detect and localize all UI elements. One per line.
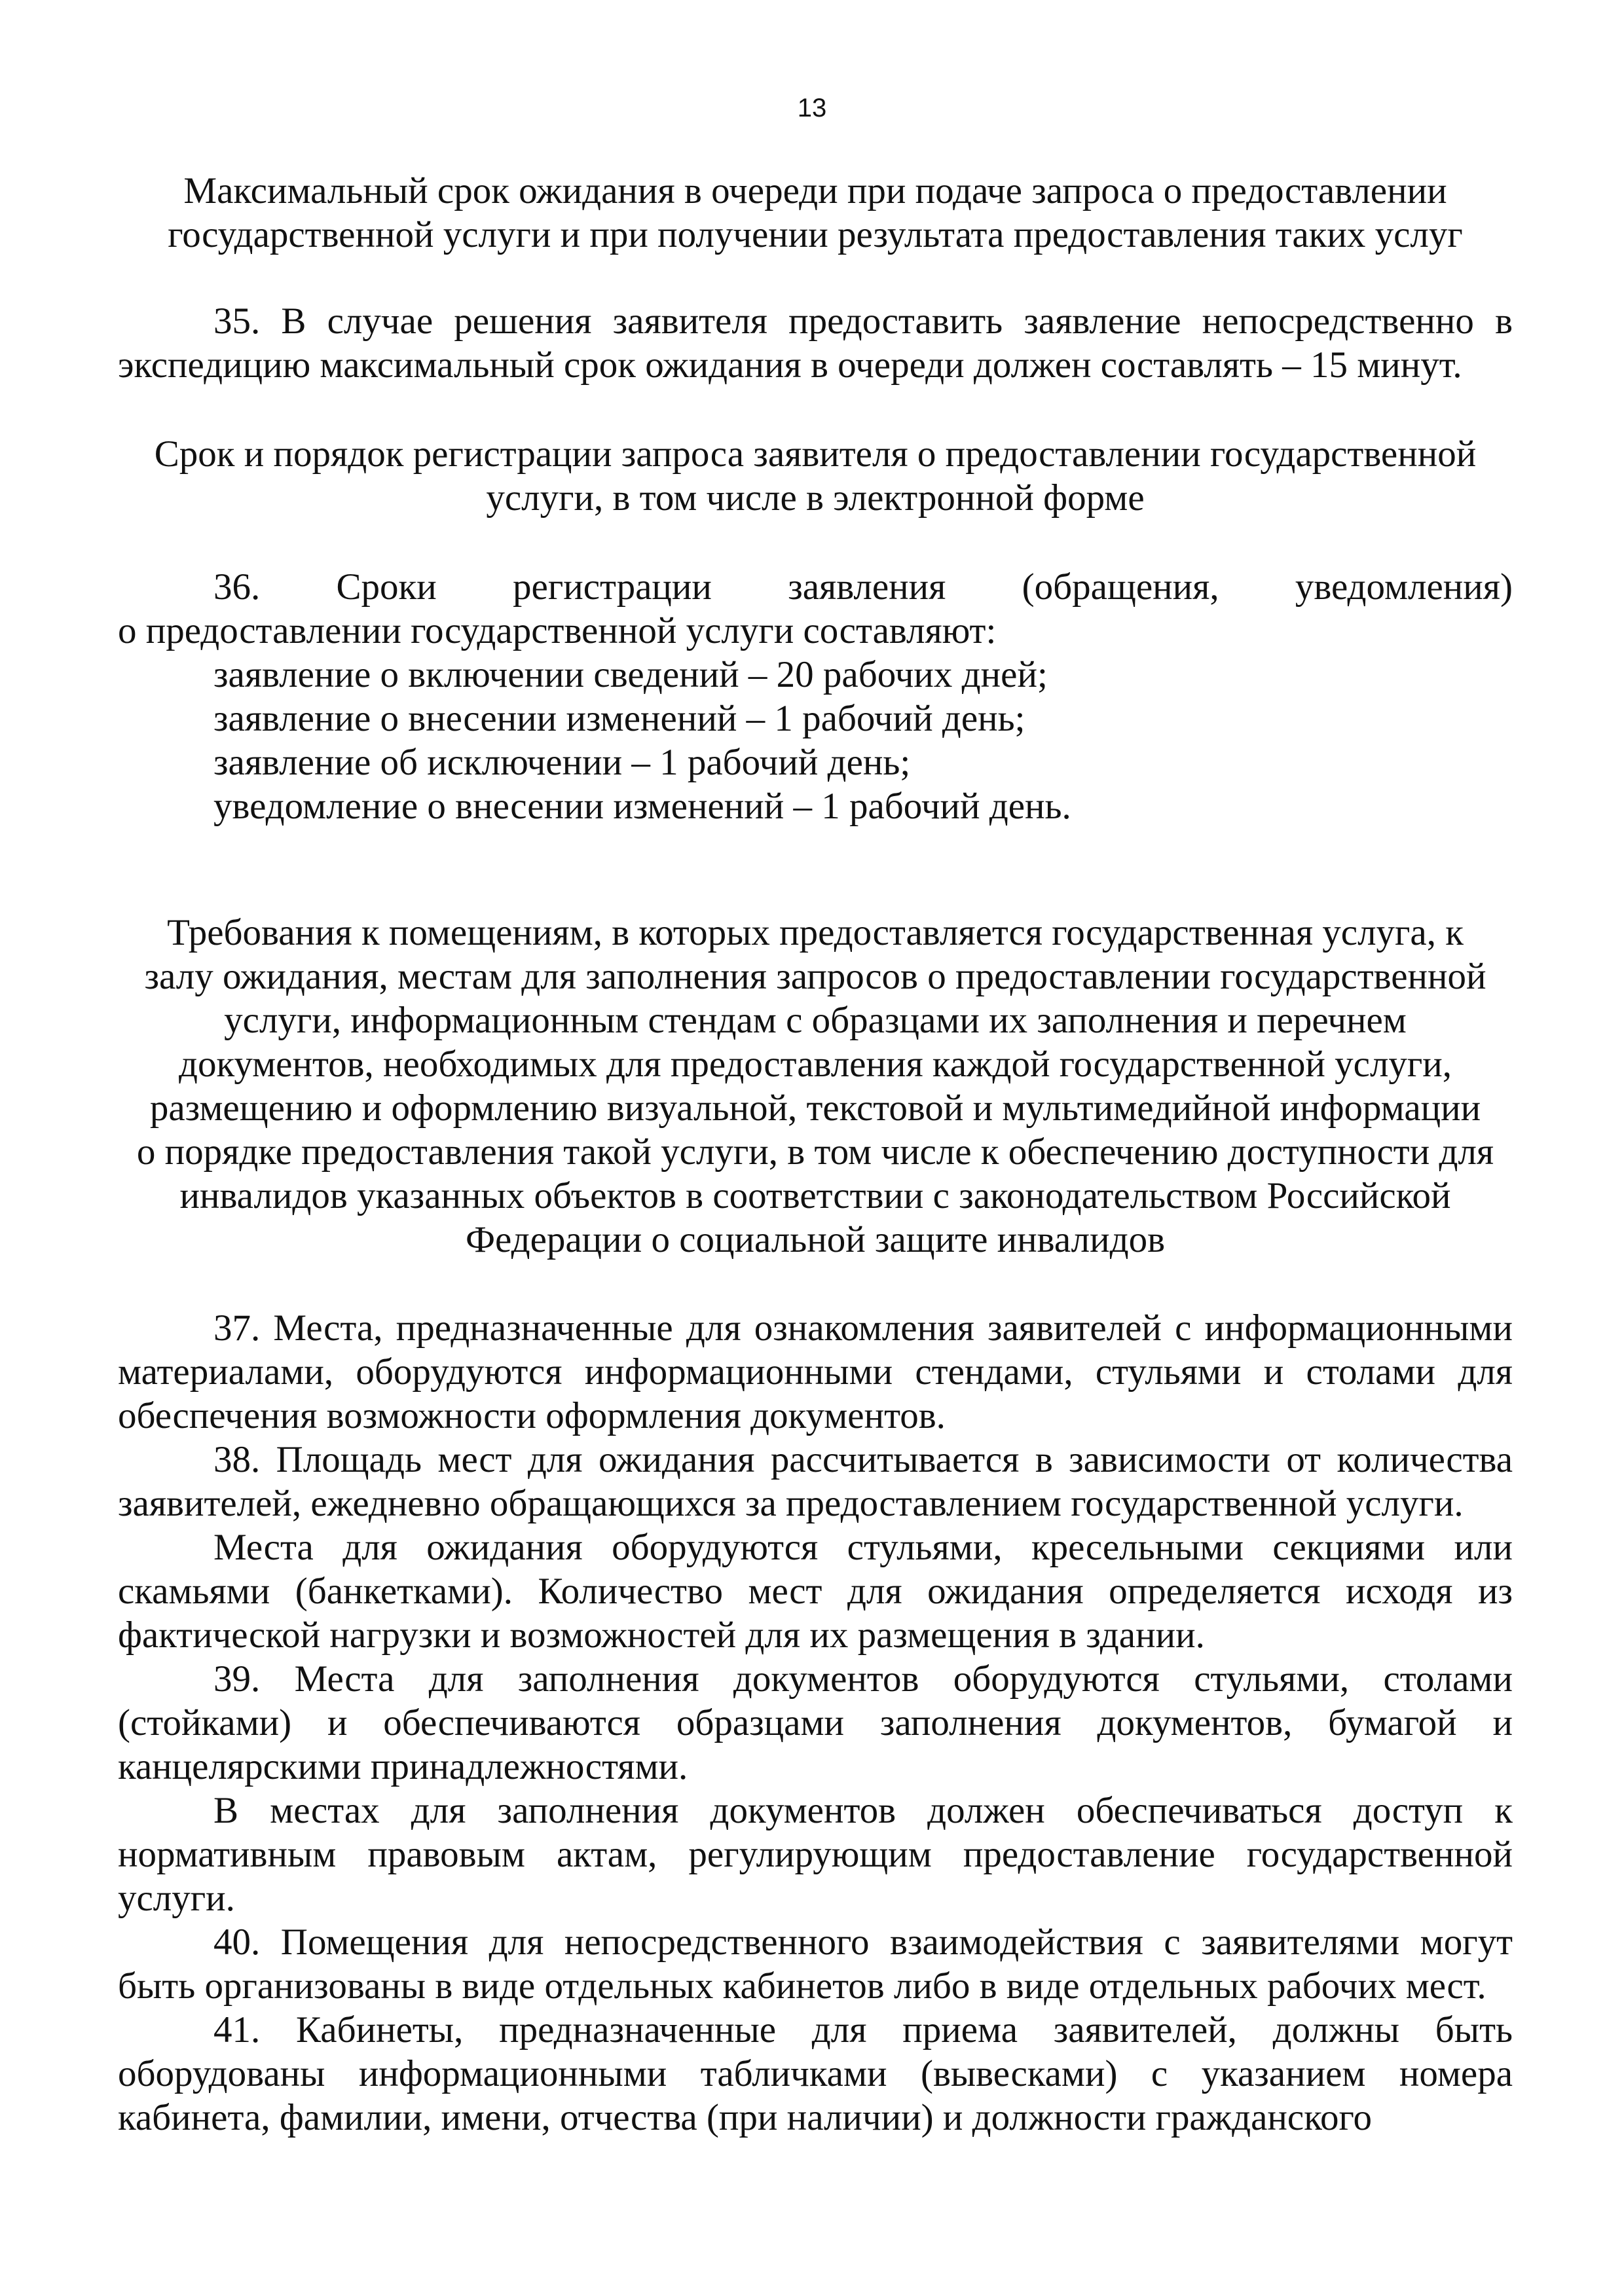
word: заявления (788, 566, 946, 608)
registration-term-item: уведомление о внесении изменений – 1 рабочий день. (213, 786, 1071, 827)
paragraph-40: 40. Помещения для непосредственного взаимодействия с заявителями могут быть организованы в виде отдельных кабинетов либо в виде отдельных рабочих мест. (118, 1922, 1513, 2007)
heading-line: Срок и порядок регистрации запроса заявителя о предоставлении государственной (154, 433, 1477, 475)
registration-term-item: заявление о включении сведений – 20 рабочих дней; (213, 654, 1048, 695)
page-content (118, 169, 1513, 2140)
paragraph-36-rest: о предоставлении государственной услуги составляют: (118, 610, 997, 651)
heading-line: о порядке предоставления такой услуги, в том числе к обеспечению доступности для (136, 1131, 1494, 1173)
paragraph-39-continued: В местах для заполнения документов должен обеспечиваться доступ к нормативным правовым актам, регулирующим предоставление государственной услуги. (118, 1790, 1513, 1919)
heading-line: инвалидов указанных объектов в соответствии с законодательством Российской (179, 1175, 1451, 1216)
premises-paragraphs (118, 1306, 1513, 2140)
heading-registration (118, 432, 1513, 520)
heading-line: документов, необходимых для предоставления каждой государственной услуги, (178, 1044, 1452, 1085)
word: 36. (213, 566, 261, 608)
paragraph-36 (118, 565, 1513, 828)
heading-line: залу ожидания, местам для заполнения запросов о предоставлении государственной (144, 956, 1486, 997)
word: регистрации (513, 566, 712, 608)
paragraph-37: 37. Места, предназначенные для ознакомления заявителей с информационными материалами, оборудуются информационными стендами, стульями и столами для обеспечения возможности оформления документов. (118, 1307, 1513, 1436)
registration-term-item: заявление о внесении изменений – 1 рабочий день; (213, 698, 1025, 739)
paragraph-36-first-line (118, 565, 1513, 609)
paragraph-39: 39. Места для заполнения документов оборудуются стульями, столами (стойками) и обеспечиваются образцами заполнения документов, бумагой и канцелярскими принадлежностями. (118, 1658, 1513, 1787)
paragraph-38-continued: Места для ожидания оборудуются стульями, кресельными секциями или скамьями (банкетками). Количество мест для ожидания определяется исходя из фактической нагрузки и возможностей для их размещения в здании. (118, 1527, 1513, 1656)
word: Сроки (336, 566, 437, 608)
heading-line: Максимальный срок ожидания в очереди при подаче запроса о предоставлении (183, 170, 1447, 211)
heading-line: размещению и оформлению визуальной, текстовой и мультимедийной информации (149, 1087, 1481, 1129)
heading-line: Федерации о социальной защите инвалидов (466, 1219, 1165, 1260)
heading-line: услуги, информационным стендам с образцами их заполнения и перечнем (224, 1000, 1407, 1041)
paragraph-41: 41. Кабинеты, предназначенные для приема заявителей, должны быть оборудованы информационными табличками (вывесками) с указанием номера кабинета, фамилии, имени, отчества (при наличии) и должности гражданского (118, 2009, 1513, 2138)
word: (обращения, (1022, 566, 1219, 608)
page-number: 13 (797, 94, 827, 122)
heading-premises (118, 911, 1513, 1262)
heading-line: услуги, в том числе в электронной форме (486, 477, 1145, 519)
registration-term-item: заявление об исключении – 1 рабочий день; (213, 742, 911, 783)
paragraph-38: 38. Площадь мест для ожидания рассчитывается в зависимости от количества заявителей, ежедневно обращающихся за предоставлением государственной услуги. (118, 1439, 1513, 1524)
word: уведомления) (1295, 566, 1513, 608)
heading-waiting-time (118, 169, 1513, 257)
paragraph-35: 35. В случае решения заявителя предоставить заявление непосредственно в экспедицию максимальный срок ожидания в очереди должен составлять – 15 минут. (118, 301, 1513, 386)
heading-line: Требования к помещениям, в которых предоставляется государственная услуга, к (167, 912, 1464, 953)
heading-line: государственной услуги и при получении результата предоставления таких услуг (168, 214, 1463, 255)
